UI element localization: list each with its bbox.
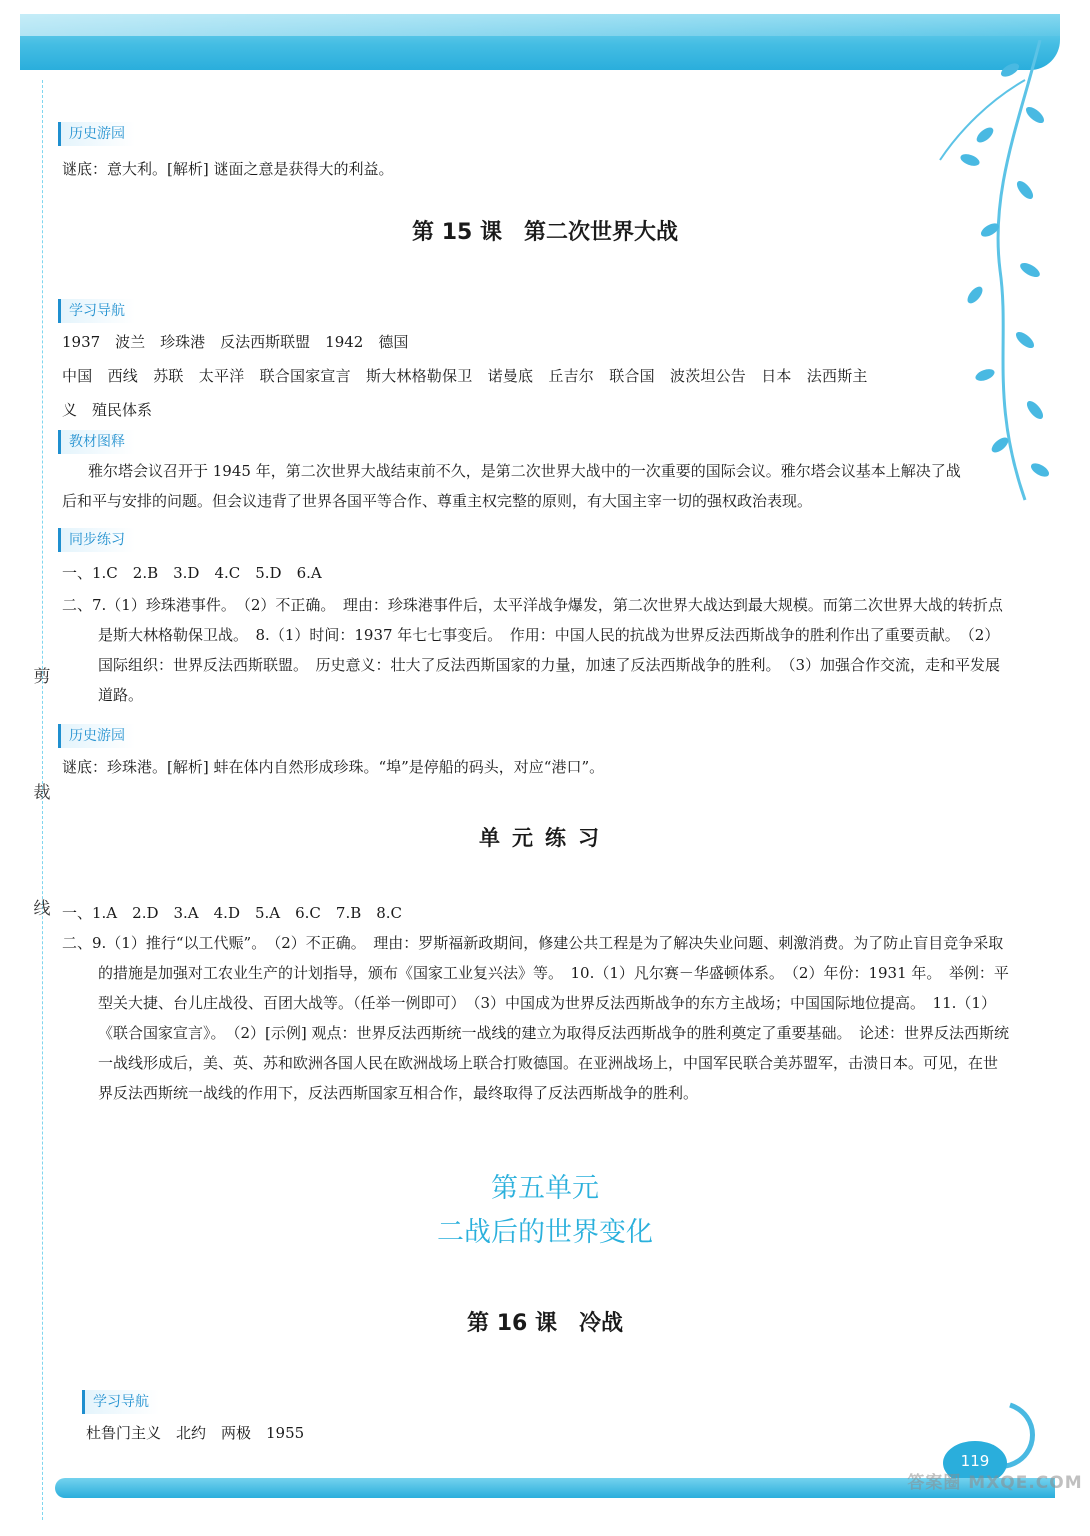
section-tag-study-guide-2: 学习导航 [82, 1390, 159, 1414]
lesson-15-title: 第 15 课 第二次世界大战 [412, 220, 678, 245]
section-tag-textbook-illustration: 教材图释 [58, 430, 135, 454]
study-guide-16-line-1: 杜鲁门主义 北约 两极 1955 [86, 1424, 305, 1442]
cut-mark-2: 裁 [33, 783, 51, 803]
history-garden-answer: 谜底：意大利。[解析] 谜面之意是获得大的利益。 [62, 160, 394, 178]
unit-open-answers: 二、9.（1）推行“以工代赈”。 （2）不正确。 理由：罗斯福新政期间，修建公共工程是为了解决失业问题、刺激消费。为了防止盲目竞争采取的措施是加强对工农业生产的计划指导，颁布《国家工业复兴法》等。 10.（1）凡尔赛－华盛顿体系。 （2）年份：1931 年。 举例：平型关大捷、台儿庄战役、百团大战等。（任举一例即可） （3）中国成为世界反法西斯战争的东方主战场；中国国际地位提高。 11.（1）《联合国家宣言》。 （2）[示例] 观点：世界反法西斯统一战线的建立为取得反法西斯战争的胜利奠定了重要基础。 论述：世界反法西斯统一战线形成后，美、英、苏和欧洲各国人民在欧洲战场上联合打败德国。在亚洲战场上，中国军民联合美苏盟军，击溃日本。可见，在世界反法西斯统一战线的作用下，反法西斯国家互相合作，最终取得了反法西斯战争的胜利。 [62, 934, 1010, 1102]
section-tag-history-garden: 历史游园 [58, 122, 135, 146]
textbook-illustration-text: 雅尔塔会议召开于 1945 年，第二次世界大战结束前不久，是第二次世界大战中的一次重要的国际会议。雅尔塔会议基本上解决了战后和平与安排的问题。但会议违背了世界各国平等合作、尊重主权完整的原则，有大国主宰一切的强权政治表现。 [62, 462, 961, 510]
section-tag-history-garden-2: 历史游园 [58, 724, 135, 748]
study-guide-line-2: 中国 西线 苏联 太平洋 联合国家宣言 斯大林格勒保卫 诺曼底 丘吉尔 联合国 波茨坦公告 日本 法西斯主 [62, 367, 868, 385]
watermark-text: 答案圈 MXQE.COM [907, 1473, 1083, 1493]
vine-decoration-icon [930, 40, 1070, 510]
unit-5-title: 二战后的世界变化 [437, 1217, 653, 1248]
unit-practice-title: 单元练习 [479, 826, 611, 850]
history-garden-answer-2: 谜底：珍珠港。[解析] 蚌在体内自然形成珍珠。“埠”是停船的码头，对应“港口”。 [62, 758, 605, 776]
study-guide-line-1: 1937 波兰 珍珠港 反法西斯联盟 1942 德国 [62, 333, 409, 351]
top-band-highlight [20, 14, 1060, 36]
section-tag-study-guide: 学习导航 [58, 299, 135, 323]
unit-5-label: 第五单元 [491, 1173, 599, 1204]
cut-mark-1: 剪 [33, 667, 51, 687]
practice-choice-answers: 一、1.C 2.B 3.D 4.C 5.D 6.A [62, 564, 322, 582]
section-tag-sync-practice: 同步练习 [58, 528, 135, 552]
study-guide-line-3: 义 殖民体系 [62, 401, 153, 419]
lesson-16-title: 第 16 课 冷战 [467, 1311, 623, 1336]
practice-open-answers: 二、7.（1）珍珠港事件。 （2）不正确。 理由：珍珠港事件后，太平洋战争爆发，第二次世界大战达到最大规模。而第二次世界大战的转折点是斯大林格勒保卫战。 8.（1）时间：1937 年七七事变后。 作用：中国人民的抗战为世界反法西斯战争的胜利作出了重要贡献。 （2）国际组织：世界反法西斯联盟。 历史意义：壮大了反法西斯国家的力量，加速了反法西斯战争的胜利。 （3）加强合作交流，走和平发展道路。 [62, 596, 1003, 704]
page-number: 119 [960, 1452, 990, 1470]
cut-mark-3: 线 [33, 899, 51, 919]
unit-choice-answers: 一、1.A 2.D 3.A 4.D 5.A 6.C 7.B 8.C [62, 904, 403, 922]
